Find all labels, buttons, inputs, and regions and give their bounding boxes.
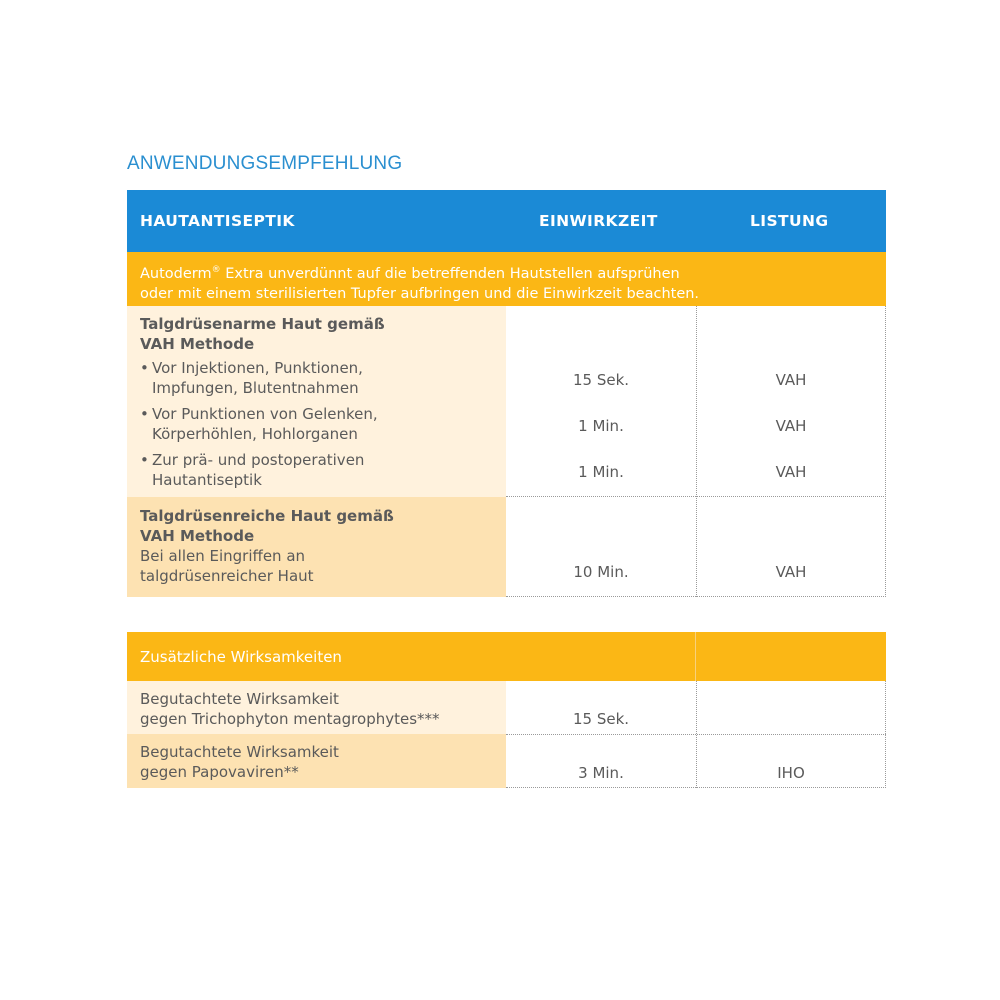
time-value: 10 Min. xyxy=(573,563,629,581)
header-col-hautantiseptik: HAUTANTISEPTIK xyxy=(140,212,295,230)
divider xyxy=(506,734,886,735)
brand-name: Autoderm xyxy=(140,266,212,282)
header-col-einwirkzeit: EINWIRKZEIT xyxy=(539,212,658,230)
row-text-2: gegen Trichophyton mentagrophytes*** xyxy=(140,710,440,728)
divider xyxy=(696,306,697,597)
additional-efficacy-title: Zusätzliche Wirksamkeiten xyxy=(140,648,342,666)
section-2-text-1: Bei allen Eingriffen an xyxy=(140,547,306,565)
table-row xyxy=(127,681,506,734)
list-item xyxy=(140,404,506,444)
listing-value: VAH xyxy=(775,371,807,389)
intro-line-1 xyxy=(140,260,874,284)
section-2-heading-2: VAH Methode xyxy=(140,527,255,545)
divider xyxy=(506,787,886,788)
additional-efficacy-header xyxy=(127,632,886,681)
time-value: 15 Sek. xyxy=(572,710,630,728)
row-text-1: Begutachtete Wirksamkeit xyxy=(140,690,339,708)
list-item-line: • Zur prä- und postoperativen xyxy=(152,451,365,469)
divider xyxy=(506,496,886,497)
intro-line-1-text: Extra unverdünnt auf die betreffenden Hautstellen aufsprühen xyxy=(220,266,680,282)
listing-value: VAH xyxy=(775,417,807,435)
divider xyxy=(506,596,886,597)
section-sebaceous-rich xyxy=(127,497,506,597)
time-value: 15 Sek. xyxy=(572,371,630,389)
listing-value: IHO xyxy=(777,764,805,782)
list-item-line: Körperhöhlen, Hohlorganen xyxy=(152,425,358,443)
list-item-line: Hautantiseptik xyxy=(152,471,262,489)
row-text-2: gegen Papovaviren** xyxy=(140,763,299,781)
row-text-1: Begutachtete Wirksamkeit xyxy=(140,743,339,761)
divider xyxy=(695,632,696,681)
registered-mark: ® xyxy=(211,265,221,275)
listing-value: VAH xyxy=(775,463,807,481)
section-1-heading-1: Talgdrüsenarme Haut gemäß xyxy=(140,315,385,333)
header-col-listung: LISTUNG xyxy=(750,212,829,230)
list-item-line: Impfungen, Blutentnahmen xyxy=(152,379,359,397)
table-header xyxy=(127,190,886,252)
list-item-line: • Vor Punktionen von Gelenken, xyxy=(152,405,378,423)
page-title: ANWENDUNGSEMPFEHLUNG xyxy=(127,153,403,174)
list-item-line: • Vor Injektionen, Punktionen, xyxy=(152,359,363,377)
list-item xyxy=(140,358,506,398)
list-item xyxy=(140,450,506,490)
listing-value: VAH xyxy=(775,563,807,581)
time-value: 1 Min. xyxy=(578,463,624,481)
section-2-text-2: talgdrüsenreicher Haut xyxy=(140,567,314,585)
section-2-heading-1: Talgdrüsenreiche Haut gemäß xyxy=(140,507,394,525)
intro-instructions xyxy=(127,252,886,306)
section-1-heading-2: VAH Methode xyxy=(140,335,255,353)
time-value: 1 Min. xyxy=(578,417,624,435)
divider xyxy=(885,306,886,597)
section-sebaceous-poor xyxy=(127,306,506,497)
time-value: 3 Min. xyxy=(578,764,624,782)
intro-line-2: oder mit einem sterilisierten Tupfer aufbringen und die Einwirkzeit beachten. xyxy=(140,286,700,302)
table-row xyxy=(127,734,506,788)
